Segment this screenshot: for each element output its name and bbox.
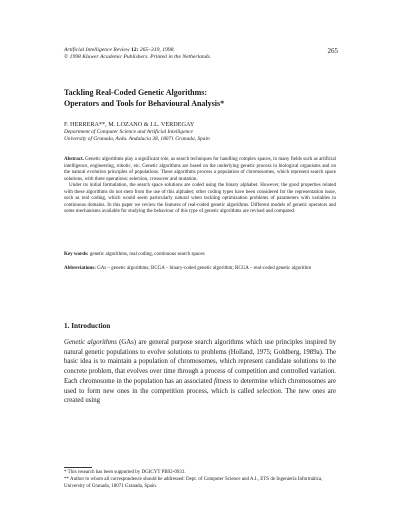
keywords [64,252,336,259]
intro-text-3: . The new ones are created using [64,387,336,405]
journal-copyright: © 1998 Kluwer Academic Publishers. Printed in the Netherlands. [64,54,212,61]
footnote-1: * This research has been supported by DGICYT PB92-0933. [64,470,186,475]
affiliation-department: Department of Computer Science and Artificial Intelligence [64,129,193,135]
abbreviations [64,266,336,273]
journal-header [64,47,294,61]
abbreviations-label: Abbreviations: [64,266,96,271]
journal-volume: 12: [130,47,139,53]
affiliation-address: University of Granada, Avda. Andalucia 38, 18071 Granada, Spain [64,135,210,142]
abstract-text-1: Genetic algorithms play a significant role, as search techniques for handling complex spaces, in many fields such as artificial intelligence, engineering, robotic, etc. Genetic algorithms are based on the underlying genetic process in biological organisms and on the natural evolution principles of populations. These algorithms process a population of chromosomes, which represent search space solutions, with three operations: selection, crossover and mutation. [64,157,337,182]
footnote-rule [64,467,92,468]
paper-title [64,88,334,109]
intro-text-2: to determine which chromosomes are used to form new ones in the competition process, which is called [64,377,336,395]
abstract [64,157,336,216]
term-selection: selection [256,387,281,395]
section-heading: 1. Introduction [64,322,111,330]
affiliation [64,129,334,143]
journal-name: Artificial Intelligence Review [64,47,130,53]
abbreviations-text: GAs – genetic algorithms; BCGA – binary-coded genetic algorithm; RCGA – real-coded genetic algorithm [97,266,312,271]
keywords-text: genetic algorithms, real coding, continuous search spaces [89,252,205,257]
paper-title-line-2: Operators and Tools for Behavioural Analysis* [64,98,225,108]
journal-pages: 265–319, 1998. [139,47,175,53]
intro-text-1: (GAs) are general purpose search algorithms which use principles inspired by natural genetic populations to evolve solutions to problems (Holland, 1975; Goldberg, 1989a). The basic idea is to maintain a population of chromosomes, which represent candidate solutions to the concrete problem, that evolves over time through a process of competition and controlled variation. Each chromosome in the population has an associated [64,339,336,385]
introduction-paragraph [64,338,336,406]
abstract-label: Abstract. [64,157,84,162]
term-fitness: fitness [213,377,232,385]
page-number: 265 [327,47,338,55]
author-list: F. HERRERA**, M. LOZANO & J.L. VERDEGAY [64,121,195,128]
abstract-paragraph-1 [64,157,336,183]
keywords-label: Key words: [64,252,89,257]
footnote-2: ** Author to whom all correspondence should be addressed: Dept. of Computer Science and A.I., ETS de Ingeniería Informática, University of Granada, 18071 Granada, Spain. [64,477,323,489]
term-genetic-algorithms: Genetic algorithms [64,339,117,346]
abstract-paragraph-2: Under its initial formulation, the search space solutions are coded using the binary alphabet. However, the good properties related with these algorithms do not stem from the use of this alphabet; other coding types have been considered for the representation issue, such as real coding, which would seem particularly natural when tackling optimization problems of parameters with variables in continuous domains. In this paper we review the features of real-coded genetic algorithms. Different models of genetic operators and some mechanisms available for studying the behaviour of this type of genetic algorithms are revised and compared. [64,183,336,214]
paper-title-line-1: Tackling Real-Coded Genetic Algorithms: [64,88,208,97]
